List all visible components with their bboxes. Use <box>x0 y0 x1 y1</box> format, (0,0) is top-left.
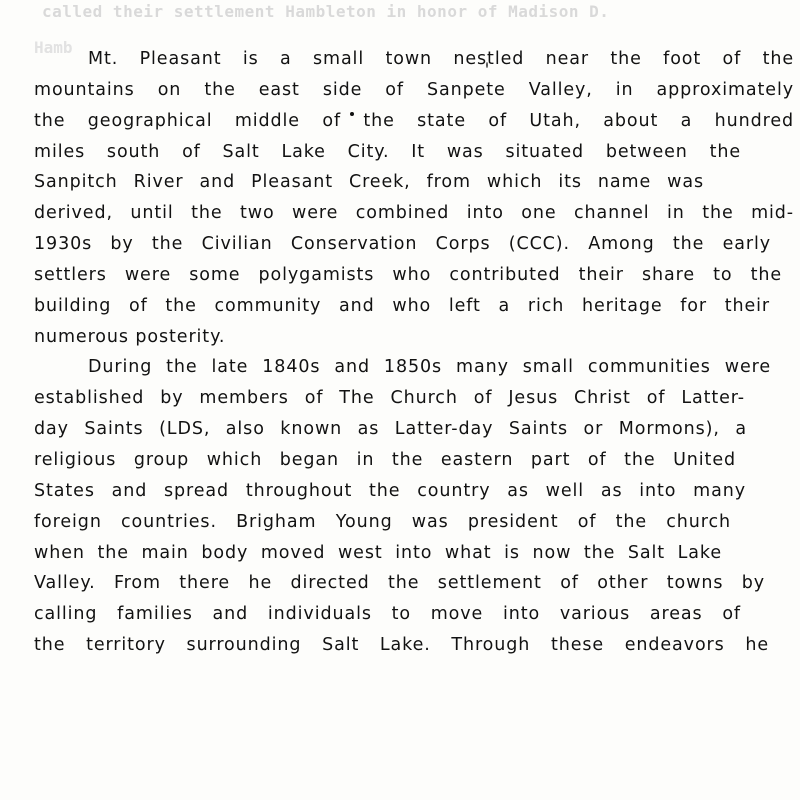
bleed-through-text: called their settlement Hambleton in honor of Madison D. <box>42 2 610 21</box>
text-line: day Saints (LDS, also known as Latter-day Saints or Mormons), a <box>34 419 747 440</box>
text-line: established by members of The Church of Jesus Christ of Latter- <box>34 388 745 409</box>
text-line: Valley. From there he directed the settlement of other towns by <box>34 573 765 594</box>
text-line: derived, until the two were combined into one channel in the mid- <box>34 203 794 224</box>
bleed-through-text-2: Hamb <box>34 38 73 57</box>
text-line: settlers were some polygamists who contributed their share to the <box>34 264 782 285</box>
document-body <box>34 44 794 661</box>
text-line: miles south of Salt Lake City. It was situated between the <box>34 141 741 162</box>
text-line: numerous posterity. <box>34 326 226 347</box>
text-line: During the late 1840s and 1850s many small communities were <box>88 357 771 378</box>
text-line: religious group which began in the eastern part of the United <box>34 449 736 470</box>
text-line: Sanpitch River and Pleasant Creek, from which its name was <box>34 172 704 193</box>
text-line: States and spread throughout the country as well as into many <box>34 480 746 501</box>
text-line: the territory surrounding Salt Lake. Through these endeavors he <box>34 635 769 656</box>
text-line: Mt. Pleasant is a small town nestled near the foot of the <box>88 49 794 69</box>
text-line: when the main body moved west into what is now the Salt Lake <box>34 542 722 563</box>
text-line: foreign countries. Brigham Young was president of the church <box>34 511 731 532</box>
text-line: calling families and individuals to move into various areas of <box>34 604 741 625</box>
text-line: the geographical middle of the state of Utah, about a hundred <box>34 110 794 131</box>
text-line: 1930s by the Civilian Conservation Corps (CCC). Among the early <box>34 234 771 255</box>
text-line: building of the community and who left a rich heritage for their <box>34 295 770 316</box>
text-line: mountains on the east side of Sanpete Valley, in approximately <box>34 79 794 100</box>
